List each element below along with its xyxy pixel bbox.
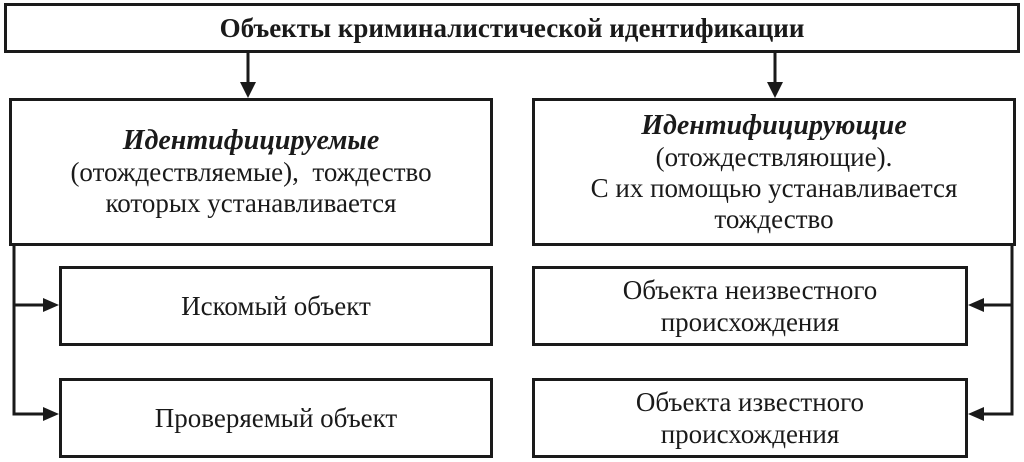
sought-object-box (59, 266, 493, 346)
arrow-right-icon (43, 407, 59, 421)
known-origin-line: Объекта известного (635, 387, 865, 417)
checked-object-label: Проверяемый объект (154, 403, 398, 433)
arrow-down-left-icon (240, 82, 256, 98)
unknown-origin-object-box (532, 266, 968, 346)
identifying-heading: Идентифицирующие (641, 109, 907, 141)
identifying-text-line: тождество (714, 203, 834, 234)
sought-object-label: Искомый объект (181, 291, 371, 321)
unknown-origin-line: Объекта неизвестного (622, 275, 878, 305)
identifying-text-line: (отождествляющие). (655, 141, 893, 172)
known-origin-line: происхождения (660, 419, 840, 449)
right-branch-connector (982, 246, 1012, 414)
arrow-left-icon (968, 407, 984, 421)
checked-object-box (59, 378, 493, 458)
identified-text-line: (отождествляемые), тождество (70, 157, 432, 187)
identified-heading: Идентифицируемые (122, 125, 380, 156)
arrow-down-right-icon (767, 82, 783, 98)
arrow-left-icon (968, 298, 984, 312)
identifying-text-line: С их помощью устанавливается (590, 172, 958, 203)
left-branch-connector (14, 246, 45, 414)
identified-objects-box (9, 98, 493, 246)
known-origin-object-box (532, 378, 968, 458)
arrow-right-icon (43, 298, 59, 312)
unknown-origin-line: происхождения (660, 307, 840, 337)
identified-text-line: которых устанавливается (105, 188, 397, 218)
title-box (4, 3, 1020, 53)
diagram-title: Объекты криминалистической идентификации (219, 12, 805, 43)
identifying-objects-box (532, 98, 1016, 246)
